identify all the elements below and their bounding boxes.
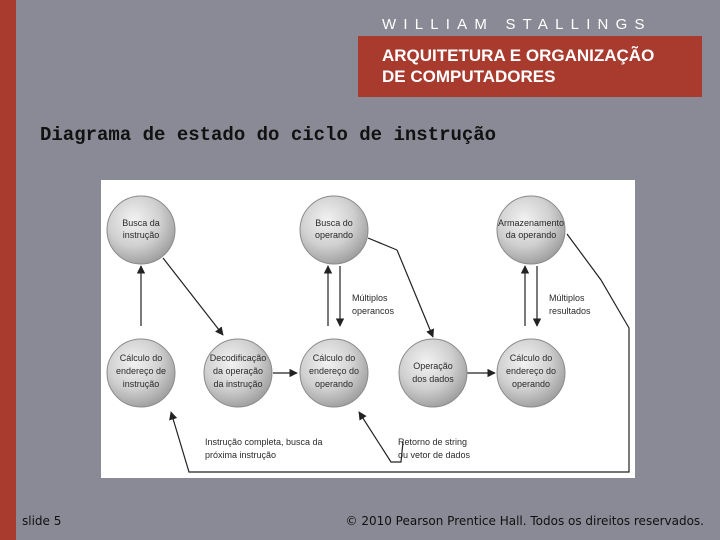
node-label-line: dos dados — [412, 374, 454, 384]
node-label-line: operando — [314, 379, 354, 389]
book-title-box — [358, 36, 702, 97]
author-name: WILLIAM STALLINGS — [382, 16, 652, 33]
edge-busca-op-to-operacao-2 — [397, 250, 433, 337]
annotation-instrucao-completa — [205, 437, 323, 460]
node-calculo-endereco-operando-2 — [497, 339, 565, 407]
node-label-line: Armazenamento — [497, 218, 565, 228]
annotation-line: ou vetor de dados — [398, 450, 471, 460]
edge-busca-op-to-operacao — [368, 238, 397, 250]
node-label-line: Decodificação — [209, 353, 267, 363]
node-calculo-endereco-operando-1 — [300, 339, 368, 407]
node-label-line: Cálculo do — [509, 353, 553, 363]
edge-busca-instr-to-decod — [163, 258, 223, 335]
node-armazenamento-operando — [497, 196, 565, 264]
annotation-line: Múltiplos — [352, 293, 388, 303]
node-label-line: instrução — [122, 379, 160, 389]
annotation-multiplos-operancos — [352, 293, 395, 316]
node-label-line: endereço de — [115, 366, 167, 376]
slide-title: Diagrama de estado do ciclo de instrução — [40, 124, 497, 146]
node-label-line: operando — [314, 230, 354, 240]
annotation-line: Instrução completa, busca da — [205, 437, 323, 447]
copyright-notice: © 2010 Pearson Prentice Hall. Todos os direitos reservados. — [345, 514, 704, 528]
annotation-multiplos-resultados — [549, 293, 591, 316]
annotation-line: resultados — [549, 306, 591, 316]
node-calculo-endereco-instrucao — [107, 339, 175, 407]
node-decodificacao — [204, 339, 272, 407]
node-busca-operando — [300, 196, 368, 264]
annotation-line: Retorno de string — [398, 437, 468, 447]
node-operacao-dados — [399, 339, 467, 407]
node-label-line: Cálculo do — [312, 353, 356, 363]
edge-string-return — [359, 412, 403, 462]
node-label-line: endereço do — [505, 366, 557, 376]
node-label-line: da operação — [212, 366, 264, 376]
node-label-line: da instrução — [213, 379, 263, 389]
book-title-line-2: DE COMPUTADORES — [382, 67, 556, 86]
annotation-line: Múltiplos — [549, 293, 585, 303]
state-diagram — [101, 180, 635, 478]
node-label-line: Operação — [413, 361, 453, 371]
node-busca-instrucao — [107, 196, 175, 264]
book-title-line-1: ARQUITETURA E ORGANIZAÇÃO — [382, 46, 655, 65]
node-label-line: endereço do — [308, 366, 360, 376]
node-label-line: da operando — [505, 230, 557, 240]
annotation-line: operancos — [352, 306, 395, 316]
state-diagram-svg — [101, 180, 635, 478]
node-label-line: Busca da — [122, 218, 160, 228]
annotation-line: próxima instrução — [205, 450, 277, 460]
node-label-line: operando — [511, 379, 551, 389]
node-label-line: instrução — [122, 230, 160, 240]
annotation-retorno-string — [398, 437, 471, 460]
node-label-line: Busca do — [315, 218, 353, 228]
slide-number: slide 5 — [22, 514, 62, 528]
node-label-line: Cálculo do — [119, 353, 163, 363]
left-accent-bar — [0, 0, 16, 540]
